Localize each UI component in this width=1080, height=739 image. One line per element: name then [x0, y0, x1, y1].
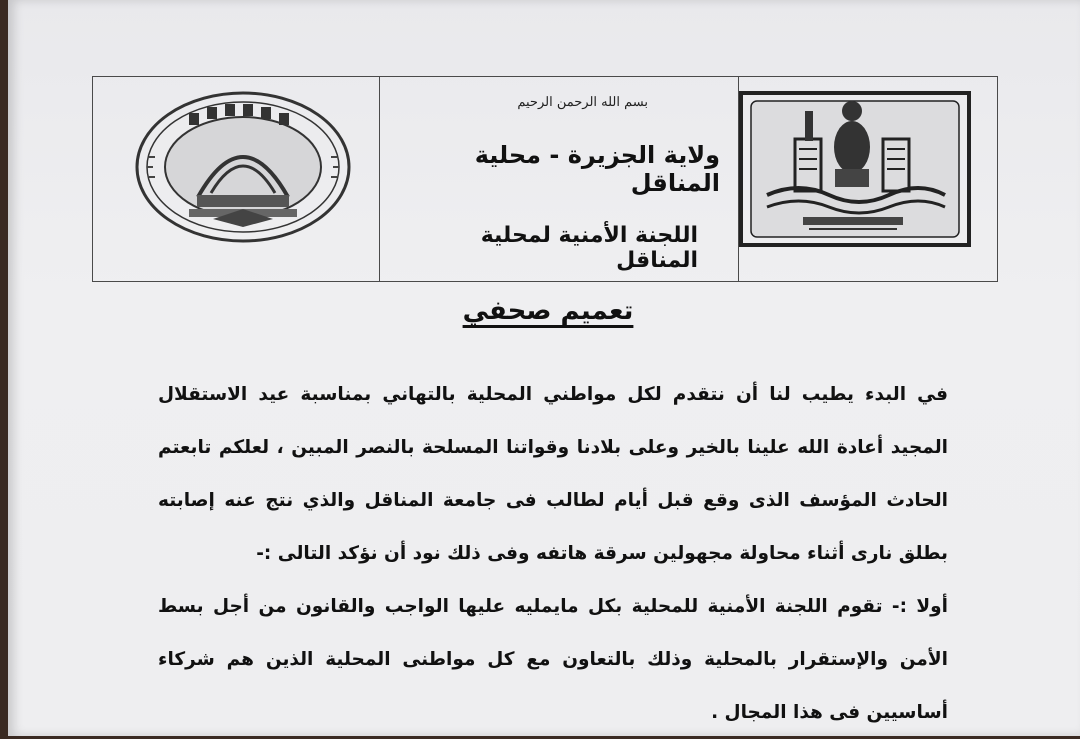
letterhead-left-cell: [93, 77, 380, 281]
letterhead-middle-cell: [380, 77, 739, 281]
paragraph-first-point: أولا :- تقوم اللجنة الأمنية للمحلية بكل مايمليه عليها الواجب والقانون من أجل بسط الأمن والإستقرار بالمحلية وذلك بالتعاون مع كل مواطنى المحلية الذين هم شركاء أساسيين فى هذا المجال .: [158, 596, 948, 723]
document-body: [158, 368, 948, 739]
paragraph-intro: في البدء يطيب لنا أن نتقدم لكل مواطني المحلية بالتهاني بمناسبة عيد الاستقلال المجيد أعادة الله علينا بالخير وعلى بلادنا وقواتنا المسلحة بالنصر المبين ، لعلكم تابعتم الحادث المؤسف الذى وقع قبل أيام لطالب فى جامعة المناقل والذي نتج عنه إصابته بطلق نارى أثناء محاولة مجهولين سرقة هاتفه وفى ذلك نود أن نؤكد التالى :-: [158, 384, 948, 564]
letterhead-right-cell: [739, 77, 997, 281]
document-title: تعميم صحفي: [462, 296, 634, 326]
letterhead: [92, 76, 998, 282]
committee-heading: اللجنة الأمنية لمحلية المناقل: [480, 223, 698, 273]
document-page: [8, 0, 1080, 736]
state-locality-heading: ولاية الجزيرة - محلية المناقل: [474, 141, 720, 197]
bismillah-text: بسم الله الرحمن الرحيم: [517, 95, 648, 110]
university-seal-icon: [93, 77, 379, 283]
locality-emblem-icon: [739, 77, 997, 283]
